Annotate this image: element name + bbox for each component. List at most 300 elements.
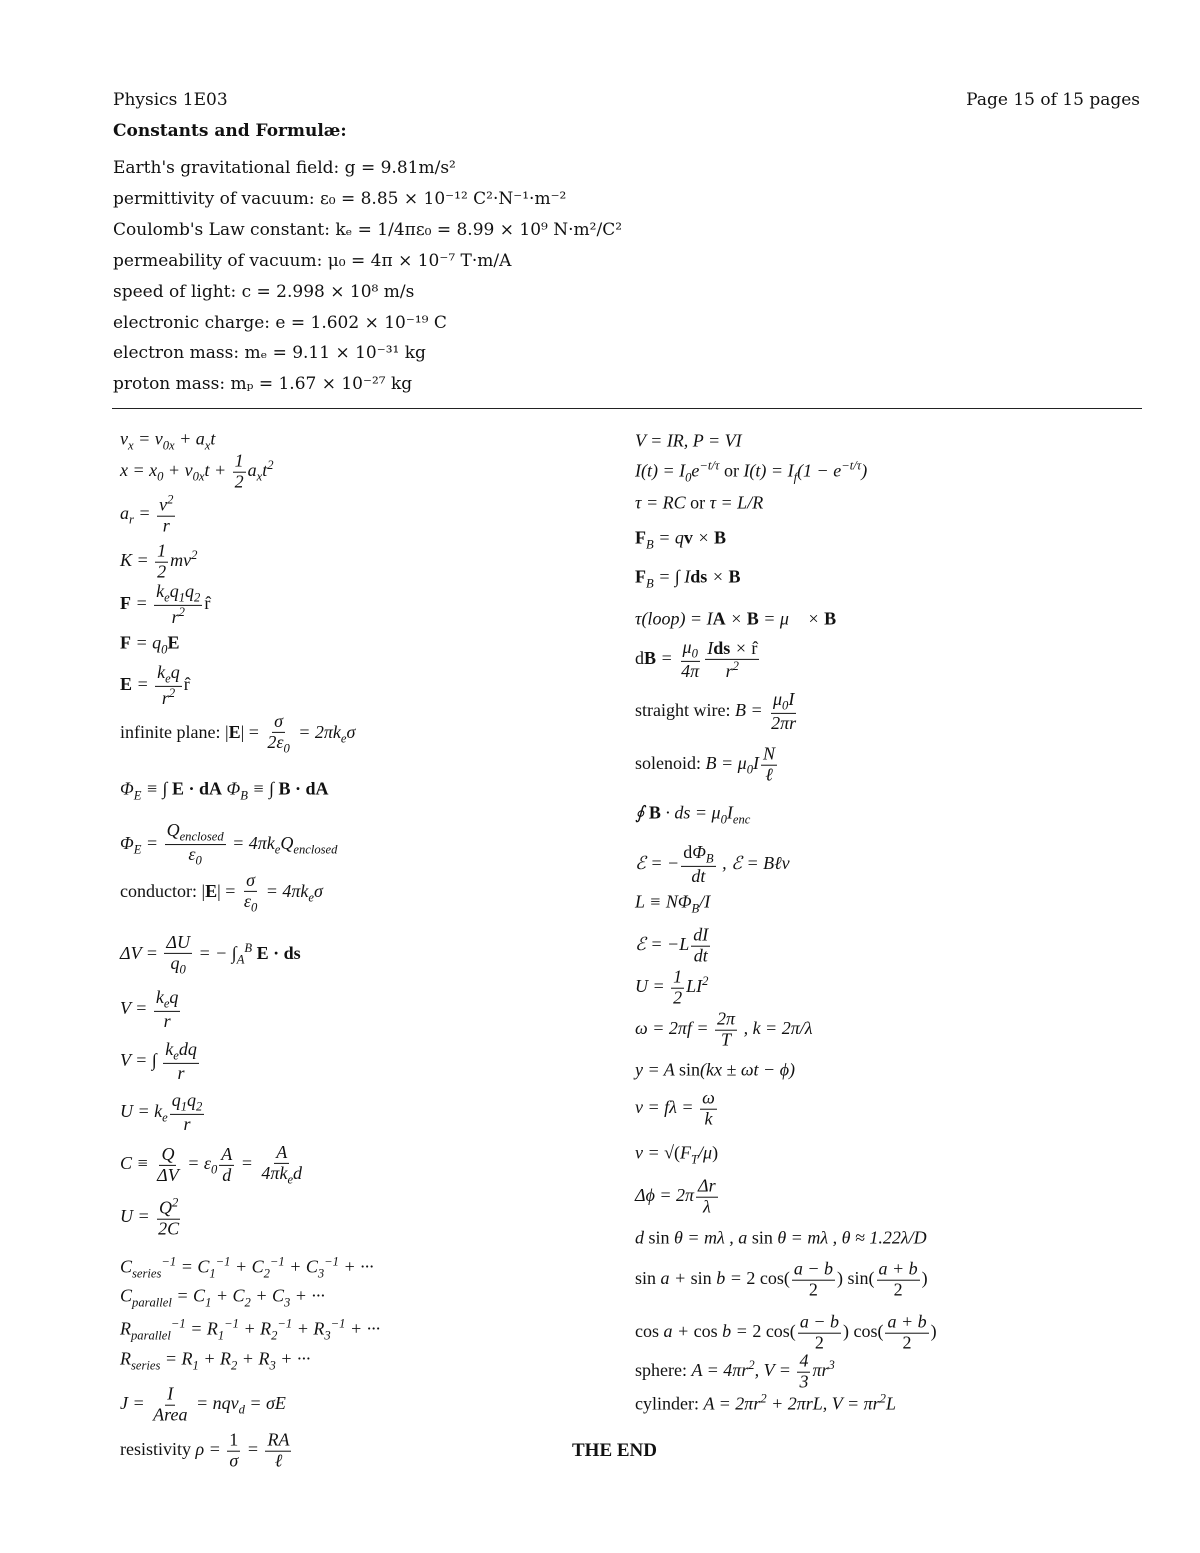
numerator <box>219 1145 234 1166</box>
subscript: E <box>133 842 142 857</box>
subscript: T <box>691 1152 699 1167</box>
math-text: ΔV = <box>120 943 163 964</box>
numerator <box>265 1431 291 1452</box>
math-text: ΔV <box>157 1164 179 1185</box>
subscript: 0 <box>157 469 164 484</box>
roman-text: 2 <box>814 1332 824 1353</box>
constant-line: Coulomb's Law constant: kₑ = 1/4πε₀ = 8.99 × 10⁹ N·m²/C² <box>113 220 623 240</box>
superscript: −1 <box>215 1254 231 1269</box>
math-text: k <box>155 986 164 1007</box>
math-text: y = A <box>635 1059 679 1080</box>
math-text: + R <box>198 1348 231 1369</box>
math-text: Area <box>153 1404 188 1425</box>
math-text: = <box>141 833 163 854</box>
roman-text: infinite plane: | <box>120 722 229 743</box>
math-text: dI <box>693 924 709 945</box>
numerator <box>164 933 192 954</box>
math-text: Δϕ = 2π <box>635 1185 695 1206</box>
math-text: k <box>165 1038 174 1059</box>
roman-text: ( <box>674 1142 681 1163</box>
math-text: t <box>262 460 268 481</box>
constant-line: electronic charge: e = 1.602 × 10⁻¹⁹ C <box>113 313 447 333</box>
subscript: 0 <box>250 900 258 915</box>
math-text: ≡ ∫ <box>141 778 172 799</box>
math-text: A = 4πr <box>691 1360 749 1381</box>
roman-text: ) <box>712 1142 719 1163</box>
math-text: σ <box>274 710 283 731</box>
formula <box>120 1091 206 1135</box>
vector-text: E <box>167 632 180 653</box>
math-text: r <box>183 1114 191 1135</box>
vector-text: B <box>648 802 661 823</box>
fraction <box>154 988 181 1032</box>
roman-text: 2 <box>808 1279 818 1300</box>
math-text: × <box>725 608 747 629</box>
numerator <box>244 871 257 892</box>
math-text: × <box>692 527 715 548</box>
denominator <box>702 1110 714 1130</box>
subscript: e <box>274 842 281 857</box>
math-text: = q <box>131 632 162 653</box>
superscript: −1 <box>224 1316 239 1331</box>
subscript: 2 <box>271 1328 278 1343</box>
numerator <box>155 542 168 563</box>
fraction <box>227 1431 240 1472</box>
math-text: 3 <box>799 1371 809 1392</box>
subscript: B <box>691 901 700 916</box>
subscript: 2 <box>244 1295 251 1310</box>
formula <box>120 452 274 493</box>
math-text: t + <box>204 460 231 481</box>
math-text: q <box>187 1089 197 1110</box>
math-text: q <box>170 661 180 682</box>
math-text: 2 <box>234 471 244 492</box>
formula <box>635 1352 835 1393</box>
superscript: 2 <box>178 605 185 620</box>
math-text: + a <box>174 428 205 449</box>
math-text: σ <box>346 722 356 743</box>
math-text: I <box>726 802 733 823</box>
subscript: 1 <box>205 1295 212 1310</box>
math-text: q <box>170 952 180 973</box>
math-text: R <box>120 1318 131 1339</box>
math-text: ΔU <box>166 931 190 952</box>
math-text: b = <box>716 1268 747 1289</box>
superscript: −1 <box>269 1254 285 1269</box>
math-text: (1 − e <box>797 460 842 481</box>
superscript: −1 <box>161 1254 177 1269</box>
formula <box>120 1286 325 1311</box>
math-text: = ∫ I <box>653 566 691 587</box>
subscript: 0 <box>161 642 168 657</box>
math-text: + v <box>163 460 193 481</box>
math-text: d <box>635 1227 649 1248</box>
math-text: dt <box>691 866 706 887</box>
numerator <box>272 712 285 733</box>
math-text: + ··· <box>290 1285 325 1306</box>
subscript: d <box>238 1402 245 1417</box>
roman-text: solenoid: <box>635 753 706 774</box>
subscript: E <box>133 788 142 803</box>
math-text: + 2πrL, V = πr <box>766 1393 880 1414</box>
fraction <box>700 1089 717 1130</box>
subscript: e <box>287 1172 294 1187</box>
numerator <box>681 638 700 662</box>
denominator <box>151 1406 189 1426</box>
superscript: −t/τ <box>699 458 720 473</box>
subscript: 2 <box>196 1099 203 1114</box>
math-text: τ = L/R <box>709 492 764 513</box>
subscript: enc <box>732 812 751 827</box>
subscript: B <box>646 576 654 591</box>
vector-text: B <box>714 527 727 548</box>
math-text: J = <box>120 1393 150 1414</box>
subscript: B <box>240 788 248 803</box>
formula <box>120 821 337 869</box>
numerator <box>157 1197 180 1220</box>
math-text: Q <box>161 1143 175 1164</box>
formula <box>120 1197 183 1240</box>
fraction <box>154 582 202 628</box>
roman-text: sin <box>678 1059 700 1080</box>
subscript: 0 <box>685 470 692 485</box>
math-text: I(t) = I <box>743 460 794 481</box>
vector-text: A <box>712 608 726 629</box>
math-text: N <box>762 743 775 764</box>
math-text: /I <box>699 891 711 912</box>
math-text: × <box>730 637 752 658</box>
math-text: (kx ± ωt − ϕ) <box>700 1059 796 1080</box>
math-text: e <box>691 460 700 481</box>
formula <box>120 712 355 756</box>
vector-text: B <box>746 608 759 629</box>
formula <box>635 1060 795 1081</box>
roman-text: cylinder: <box>635 1393 704 1414</box>
constant-line: electron mass: mₑ = 9.11 × 10⁻³¹ kg <box>113 343 426 363</box>
fraction <box>219 1145 234 1186</box>
fraction <box>233 452 246 493</box>
math-text: , k = 2π/λ <box>739 1018 813 1039</box>
formula <box>635 567 740 592</box>
superscript: 3 <box>828 1358 835 1373</box>
vector-text: F <box>120 593 131 614</box>
subscript: e <box>308 890 314 905</box>
roman-text: conductor: | <box>120 881 206 902</box>
subscript: 0 <box>195 854 202 869</box>
math-text: k <box>156 580 165 601</box>
subscript: enclosed <box>179 829 224 844</box>
roman-text: sin <box>635 1268 661 1289</box>
math-text: ℰ = − <box>635 853 680 874</box>
math-text: a + b <box>887 1311 927 1332</box>
vector-text: ds <box>713 637 731 658</box>
subscript: 0 <box>746 762 753 777</box>
math-text: σ <box>246 869 255 890</box>
formula <box>120 1349 310 1374</box>
denominator <box>273 1452 285 1472</box>
denominator <box>679 662 701 682</box>
formula <box>635 1228 927 1249</box>
math-text: k <box>157 661 166 682</box>
subscript: 3 <box>283 1295 291 1310</box>
formula <box>635 1313 937 1354</box>
numerator <box>700 1089 717 1110</box>
superscript: −t/τ <box>841 458 862 473</box>
fraction <box>696 1177 718 1218</box>
page-number: Page 15 of 15 pages <box>966 90 1140 110</box>
roman-text: or <box>719 460 744 481</box>
subscript: 1 <box>192 1358 199 1373</box>
math-text: + ··· <box>338 1256 374 1277</box>
formula <box>635 1392 896 1415</box>
vector-text: E <box>228 722 241 743</box>
subscript: x <box>128 438 134 453</box>
denominator <box>901 1334 914 1354</box>
math-text: F <box>680 1142 692 1163</box>
subscript: A <box>236 952 245 967</box>
denominator <box>724 659 741 681</box>
formula <box>120 663 190 709</box>
formula <box>635 459 867 486</box>
formula <box>120 1317 380 1344</box>
math-text: ρ = <box>195 1439 226 1460</box>
roman-text: r̂ <box>751 637 758 658</box>
denominator <box>769 714 798 734</box>
roman-text: | = <box>240 722 264 743</box>
denominator <box>892 1281 905 1301</box>
fraction <box>885 1313 928 1354</box>
superscript: 2 <box>267 458 274 473</box>
numerator <box>681 843 715 867</box>
math-text: ℰ = −L <box>635 934 690 955</box>
formula <box>635 843 790 887</box>
superscript: 2 <box>748 1358 755 1373</box>
math-text: τ = RC <box>635 492 691 513</box>
vector-text: E <box>205 881 218 902</box>
math-text: RA <box>267 1429 290 1450</box>
denominator <box>763 766 775 786</box>
math-text: q <box>169 986 179 1007</box>
math-text: 4 <box>799 1350 809 1371</box>
math-text: T <box>721 1029 732 1050</box>
fraction <box>170 1091 205 1135</box>
subscript: 0 <box>283 741 290 756</box>
math-text: B = <box>734 700 768 721</box>
math-text: = nqv <box>191 1393 239 1414</box>
formula <box>120 933 301 977</box>
formula <box>120 542 197 583</box>
denominator <box>689 867 707 887</box>
math-text: I <box>788 688 795 709</box>
numerator <box>155 663 182 687</box>
math-text: I <box>167 1383 174 1404</box>
superscript: 2 <box>172 1195 179 1210</box>
subscript: 0x <box>162 438 175 453</box>
roman-text: straight wire: <box>635 700 735 721</box>
fraction <box>877 1260 920 1301</box>
math-text: = <box>132 674 154 695</box>
numerator <box>696 1177 718 1198</box>
vector-text: B <box>728 566 741 587</box>
math-text: = ε <box>182 1153 211 1174</box>
math-text: V = ∫ <box>120 1050 162 1071</box>
fraction <box>156 1197 181 1240</box>
math-text: Q <box>166 820 180 841</box>
denominator <box>807 1281 820 1301</box>
fraction <box>155 663 182 709</box>
roman-text: sin <box>648 1227 675 1248</box>
math-text: ω <box>702 1087 715 1108</box>
math-text: v <box>159 494 168 515</box>
math-text: = R <box>185 1318 218 1339</box>
math-text: a − b <box>793 1258 833 1279</box>
math-text: ℓ <box>274 1450 283 1471</box>
formula <box>635 968 708 1009</box>
math-text: v = √ <box>635 1142 675 1163</box>
subscript: e <box>173 1048 179 1063</box>
math-text: × <box>707 566 729 587</box>
math-text: q <box>185 580 195 601</box>
formula <box>635 431 742 452</box>
denominator <box>155 1165 181 1185</box>
math-text: , V = <box>754 1360 796 1381</box>
math-text: 2C <box>158 1218 180 1239</box>
subscript: 2 <box>194 590 201 605</box>
math-text: 4πk <box>261 1162 288 1183</box>
fraction <box>769 690 798 734</box>
math-text: b = <box>722 1321 753 1342</box>
math-text: 2ε <box>267 731 284 752</box>
subscript: 3 <box>324 1328 331 1343</box>
vector-text: E · ds <box>256 943 301 964</box>
fraction <box>165 821 226 869</box>
constant-line: speed of light: c = 2.998 × 10⁸ m/s <box>113 282 415 302</box>
denominator <box>161 517 172 537</box>
formula <box>635 493 763 514</box>
vector-text: F <box>635 527 646 548</box>
formula <box>635 638 761 682</box>
math-text: ω = 2πf = <box>635 1018 714 1039</box>
math-text: a + <box>663 1321 694 1342</box>
subscript: e <box>162 1110 168 1125</box>
formula <box>635 1143 718 1168</box>
fraction <box>761 745 777 786</box>
math-text: Φ <box>222 778 241 799</box>
math-text: a + b <box>878 1258 918 1279</box>
math-text: K = <box>120 550 154 571</box>
formula <box>120 1431 293 1472</box>
formula <box>120 1385 286 1426</box>
math-text: Δr <box>698 1175 716 1196</box>
math-text: = 4πk <box>227 833 275 854</box>
formula <box>635 1010 813 1051</box>
math-text: τ(loop) = I <box>635 608 713 629</box>
math-text: V = IR, P = VI <box>635 430 742 451</box>
numerator <box>157 494 175 517</box>
math-text: ) <box>861 460 868 481</box>
denominator <box>259 1164 304 1187</box>
math-text: + C <box>211 1285 245 1306</box>
math-text: r <box>162 515 170 536</box>
subscript: 0 <box>210 1162 218 1177</box>
course-name: Physics 1E03 <box>113 90 228 110</box>
math-text: r <box>161 688 169 709</box>
the-end: THE END <box>572 1440 657 1461</box>
roman-text: sin <box>751 1227 778 1248</box>
subscript: e <box>340 731 347 746</box>
formula <box>635 1089 719 1130</box>
formula <box>635 926 712 967</box>
vector-text: E <box>120 674 133 695</box>
math-text: = <box>656 648 678 669</box>
roman-text: cos <box>635 1321 664 1342</box>
denominator <box>155 563 168 583</box>
formula <box>120 1143 306 1187</box>
numerator <box>154 582 202 606</box>
subscript: 0 <box>179 962 186 977</box>
numerator <box>885 1313 928 1334</box>
math-text: ≡ ∫ <box>247 778 279 799</box>
math-text: r <box>163 1011 171 1032</box>
subscript: x <box>256 469 263 484</box>
superscript: B <box>244 941 253 956</box>
math-text: = C <box>176 1256 210 1277</box>
vector-text: E · dA <box>171 778 223 799</box>
math-text: t <box>210 428 216 449</box>
roman-text: r̂ <box>204 593 211 614</box>
numerator <box>227 1431 240 1452</box>
math-text: mv <box>170 550 192 571</box>
roman-text: sin <box>690 1268 717 1289</box>
math-text: + ··· <box>275 1348 311 1369</box>
math-text: + C <box>284 1256 318 1277</box>
subscript: 2 <box>231 1358 238 1373</box>
divider <box>112 408 1142 409</box>
subscript: series <box>132 1266 162 1281</box>
math-text: 1 <box>234 450 244 471</box>
math-text: Φ <box>120 833 134 854</box>
math-text: v = fλ = <box>635 1097 699 1118</box>
math-text: 2π <box>717 1008 736 1029</box>
denominator <box>156 1220 181 1240</box>
roman-text: cos <box>693 1321 723 1342</box>
numerator <box>233 452 246 473</box>
denominator <box>265 733 291 756</box>
math-text: Q <box>159 1197 173 1218</box>
math-text: θ = mλ , a <box>674 1227 752 1248</box>
fraction <box>679 638 701 682</box>
math-text: + R <box>238 1318 272 1339</box>
math-text: A = 2πr <box>703 1393 761 1414</box>
roman-text: | = <box>217 881 240 902</box>
subscript: 3 <box>269 1358 276 1373</box>
roman-text: sphere: <box>635 1360 692 1381</box>
denominator <box>227 1452 240 1472</box>
fraction <box>797 1352 810 1393</box>
subscript: 3 <box>317 1266 325 1281</box>
subscript: parallel <box>131 1328 171 1343</box>
numerator <box>165 1385 175 1406</box>
formula <box>120 871 323 915</box>
math-text: d <box>293 1162 303 1183</box>
constant-line: permittivity of vacuum: ε₀ = 8.85 × 10⁻¹² C²·N⁻¹·m⁻² <box>113 189 567 209</box>
math-text: σ <box>229 1450 239 1471</box>
math-text: + ··· <box>345 1318 381 1339</box>
fraction <box>164 933 192 977</box>
math-text: = 4πk <box>261 881 309 902</box>
roman-text: ) <box>930 1321 937 1342</box>
math-text: ε <box>243 890 251 911</box>
